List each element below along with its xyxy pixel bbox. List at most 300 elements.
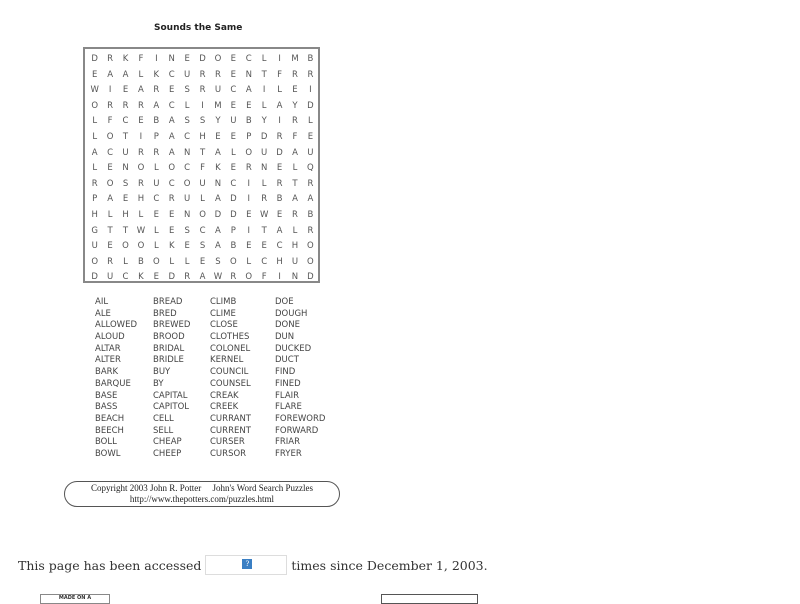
hit-counter [205,555,287,575]
word-item: SELL [153,425,174,436]
grid-letter: C [107,147,114,158]
grid-letter: E [230,131,237,142]
grid-letter: E [169,209,175,220]
grid-row [87,208,318,224]
word-item: CURRENT [210,425,251,436]
grid-letter: L [153,163,159,174]
grid-letter: I [247,225,251,236]
grid-letter: E [153,272,160,283]
grid-letter: Y [292,100,298,111]
word-item: CREEK [210,402,239,413]
grid-letter: B [153,116,160,127]
grid-letter: D [230,194,237,205]
grid-letter: R [276,178,283,189]
word-item: CLIME [210,308,236,319]
grid-letter: L [261,178,267,189]
word-item: BASS [95,402,118,413]
grid-letter: E [138,116,144,127]
grid-letter: L [292,163,298,174]
grid-letter: U [153,178,160,189]
access-counter-line [18,555,488,575]
word-item: AIL [95,297,109,307]
grid-letter: K [138,272,144,283]
grid-letter: C [230,85,237,96]
grid-letter: O [307,241,314,252]
broken-image-icon: ? [242,559,252,569]
word-item: COUNSEL [210,378,251,389]
word-item: DUN [275,332,295,343]
grid-letter: O [230,256,237,267]
grid-letter: T [122,131,129,142]
grid-letter: U [214,85,222,96]
grid-letter: W [90,85,99,96]
grid-letter: R [137,100,144,111]
word-item: CAPITOL [153,402,190,413]
grid-letter: T [261,69,267,80]
grid-letter: S [199,116,206,127]
grid-letter: A [215,241,221,252]
grid-letter: O [91,100,99,111]
grid-letter: O [122,241,129,252]
grid-letter: C [168,100,175,111]
grid-letter: D [214,209,222,220]
grid-letter: N [245,69,252,80]
grid-letter: C [122,116,129,127]
word-item: CAPITAL [153,390,188,401]
grid-letter: S [122,178,129,189]
grid-letter: A [153,100,160,111]
grid-letter: E [307,131,314,142]
grid-letter: A [307,194,314,205]
grid-letter: L [261,100,267,111]
grid-letter: I [247,178,251,189]
grid-letter: R [276,131,283,142]
grid-letter: E [230,69,237,80]
grid-letter: B [307,54,314,64]
word-item: BARQUE [95,378,131,389]
grid-letter: U [199,178,206,189]
word-item: FINED [275,378,301,389]
grid-letter: E [92,69,98,80]
grid-letter: F [261,272,267,283]
grid-letter: C [184,163,191,174]
grid-letter: A [245,85,252,96]
grid-letter: B [276,194,283,205]
grid-letter: A [138,85,144,96]
grid-letter: C [199,225,206,236]
grid-letter: R [307,225,314,236]
grid-letter: L [138,209,144,220]
grid-letter: L [184,100,190,111]
word-item: CURSOR [210,448,247,459]
copyright-text: Copyright 2003 John R. Potter John's Word Search Puzzles [91,483,313,493]
grid-letter: R [137,147,144,158]
grid-letter: E [199,256,206,267]
grid-letter: D [91,272,98,283]
grid-letter: D [199,54,206,64]
grid-letter: K [153,69,160,80]
grid-row [87,270,318,286]
word-item: ALOUD [95,332,125,343]
grid-letter: E [230,100,237,111]
grid-letter: W [259,209,269,220]
word-item: CLOSE [210,320,238,331]
footer-badge[interactable] [381,594,478,604]
grid-letter: D [230,209,237,220]
grid-letter: S [215,256,221,267]
word-item: DUCT [275,355,299,366]
grid-letter: I [108,85,112,96]
word-item: BUY [153,367,171,378]
grid-letter: G [91,225,98,236]
grid-letter: U [184,194,191,205]
grid-letter: L [153,225,159,236]
grid-letter: R [153,147,160,158]
grid-row [87,224,318,240]
word-item: CHEEP [153,448,182,459]
grid-row [87,83,318,99]
grid-letter: I [309,85,312,96]
puzzle-title: Sounds the Same [154,23,243,33]
grid-letter: B [138,256,144,267]
word-item: ALE [95,308,111,319]
grid-letter: C [122,272,129,283]
grid-letter: Y [215,116,221,127]
grid-letter: K [168,241,175,252]
grid-letter: F [292,131,298,142]
grid-letter: K [122,54,129,64]
word-item: CLIMB [210,297,237,307]
grid-letter: N [291,272,299,283]
grid-row [87,114,318,130]
grid-letter: C [168,69,175,80]
grid-letter: L [92,131,98,142]
grid-letter: C [184,131,191,142]
grid-letter: T [107,225,113,236]
grid-letter: D [168,272,175,283]
grid-letter: I [278,272,281,283]
word-item: FOREWORD [275,413,326,424]
grid-letter: L [261,54,267,64]
puzzles-link[interactable]: http://www.thepotters.com/puzzles.html [129,494,275,504]
grid-letter: D [307,272,314,283]
grid-letter: R [261,194,268,205]
grid-letter: T [199,147,206,158]
grid-letter: S [184,116,190,127]
word-item: BREWED [153,320,191,331]
grid-row [87,255,318,271]
grid-letter: M [291,54,299,64]
grid-letter: I [139,131,143,142]
word-item: BRIDAL [153,343,185,354]
word-item: FIND [275,367,296,378]
word-item: DUCKED [275,343,312,354]
word-item: BOLL [95,437,117,448]
grid-letter: U [291,256,299,267]
grid-letter: L [230,147,236,158]
grid-letter: A [107,194,114,205]
grid-letter: O [106,131,114,142]
word-item: COLONEL [210,343,251,354]
grid-letter: R [199,69,206,80]
grid-letter: A [276,100,283,111]
grid-letter: P [92,194,98,205]
grid-letter: A [215,147,221,158]
grid-letter: E [246,100,252,111]
grid-letter: I [278,116,281,127]
grid-letter: N [183,209,191,220]
word-item: FRYER [275,448,302,459]
grid-letter: O [214,54,222,64]
grid-row [87,239,318,255]
grid-letter: E [261,241,267,252]
word-item: BEECH [95,425,124,436]
word-column [275,297,335,461]
grid-letter: I [247,194,251,205]
grid-letter: I [201,100,204,111]
grid-letter: E [107,163,113,174]
word-item: DOE [275,297,294,307]
grid-letter: B [245,116,252,127]
grid-letter: N [183,147,191,158]
word-item: DONE [275,320,300,331]
grid-letter: P [153,131,159,142]
grid-letter: D [91,54,98,64]
grid-letter: C [261,256,268,267]
grid-letter: S [184,225,190,236]
word-item: CHEAP [153,437,182,448]
grid-letter: O [137,163,145,174]
word-item: BROOD [153,332,185,343]
word-item: FRIAR [275,437,301,448]
grid-letter: R [137,178,144,189]
word-item: BEACH [95,413,125,424]
word-column [210,297,275,461]
grid-letter: L [246,256,252,267]
grid-letter: I [262,85,266,96]
grid-letter: A [122,69,129,80]
grid-letter: U [122,147,129,158]
word-item: BRIDLE [153,355,184,366]
grid-letter: E [107,241,113,252]
grid-letter: W [213,272,223,283]
grid-row [87,161,318,177]
grid-letter: K [215,163,221,174]
grid-letter: A [168,131,175,142]
grid-letter: P [230,225,236,236]
grid-letter: C [153,194,160,205]
grid-letter: H [291,241,299,252]
grid-letter: H [276,256,283,267]
grid-letter: R [307,69,314,80]
grid-letter: O [245,272,253,283]
grid-letter: L [92,163,98,174]
grid-row [87,130,318,146]
grid-letter: A [199,272,206,283]
grid-letter: L [92,116,98,127]
word-item: COUNCIL [210,367,249,378]
grid-letter: F [277,69,283,80]
grid-letter: R [122,100,129,111]
grid-letter: N [214,178,222,189]
grid-letter: R [168,194,175,205]
grid-letter: A [292,147,298,158]
word-item: CURRANT [210,413,251,424]
grid-letter: E [122,194,129,205]
grid-letter: A [215,194,221,205]
grid-letter: A [276,225,283,236]
grid-letter: O [183,178,191,189]
grid-letter: R [107,100,114,111]
grid-letter: E [215,131,221,142]
grid-letter: R [245,163,252,174]
grid-letter: O [199,209,206,220]
word-item: BY [153,378,164,389]
word-column [95,297,153,461]
word-item: ALTAR [95,343,121,354]
grid-letter: R [215,69,221,80]
grid-row [87,52,318,68]
grid-letter: R [307,178,314,189]
grid-letter: L [169,256,175,267]
word-item: CREAK [210,390,239,401]
grid-letter: U [91,241,98,252]
grid-letter: U [230,116,237,127]
copyright-box [64,481,340,507]
grid-letter: L [308,116,313,127]
grid-letter: H [122,209,129,220]
grid-letter: H [137,194,145,205]
grid-letter: R [292,69,298,80]
grid-letter: F [107,116,113,127]
grid-letter: C [276,241,283,252]
grid-letter: L [123,256,128,267]
grid-letter: E [122,85,129,96]
grid-letter: R [153,85,160,96]
access-text-before: This page has been accessed [18,557,202,573]
grid-letter: D [307,100,314,111]
grid-letter: S [184,85,190,96]
grid-letter: A [107,69,114,80]
grid-letter: O [168,163,176,174]
grid-letter: N [260,163,268,174]
grid-letter: L [277,85,282,96]
grid-letter: N [122,163,129,174]
grid-letter: O [91,256,99,267]
grid-letter: I [155,54,158,64]
grid-letter: R [107,54,114,64]
grid-letter: A [168,147,175,158]
grid-letter: C [168,178,175,189]
word-item: DOUGH [275,308,308,319]
grid-letter: L [107,209,113,220]
made-on-badge[interactable]: MADE ON A [40,594,110,604]
grid-letter: R [230,272,237,283]
grid-letter: N [168,54,175,64]
word-item: BREAD [153,297,183,307]
grid-letter: O [307,256,314,267]
grid-letter: L [138,69,144,80]
grid-letter: R [292,116,298,127]
word-item: ALLOWED [95,320,137,331]
grid-letter: D [276,147,283,158]
grid-letter: E [246,241,252,252]
grid-letter: A [168,116,175,127]
grid-letter: A [292,194,298,205]
grid-letter: T [292,178,298,189]
grid-letter: O [245,147,253,158]
grid-letter: R [107,256,114,267]
grid-letter: E [230,54,237,64]
grid-letter: E [169,225,175,236]
grid-letter: M [214,100,222,111]
grid-letter: S [199,241,206,252]
word-search-grid [83,47,320,283]
word-item: CLOTHES [210,332,250,343]
grid-letter: B [230,241,237,252]
grid-letter: U [261,147,268,158]
grid-letter: R [199,85,206,96]
grid-letter: O [152,256,160,267]
word-item: FLAIR [275,390,300,401]
grid-letter: H [91,209,98,220]
word-column [153,297,210,461]
grid-letter: F [138,54,144,64]
grid-row [87,99,318,115]
grid-letter: W [136,225,146,236]
word-item: CURSER [210,437,245,448]
grid-letter: D [260,131,268,142]
grid-letter: P [246,131,252,142]
grid-letter: T [261,225,267,236]
word-item: BARK [95,367,119,378]
grid-row [87,177,318,193]
grid-letter: U [307,147,314,158]
grid-letter: O [137,241,145,252]
grid-letter: E [184,54,190,64]
grid-letter: C [230,178,237,189]
grid-letter: E [276,163,283,174]
grid-letter: A [91,147,98,158]
word-item: BOWL [95,448,121,459]
grid-letter: Y [261,116,267,127]
grid-letter: U [106,272,114,283]
word-item: BASE [95,390,118,401]
grid-letter: E [276,209,283,220]
word-item: BRED [153,308,177,319]
grid-letter: Q [307,163,314,174]
grid-letter: R [91,178,98,189]
grid-letter: E [153,209,160,220]
grid-letter: L [292,225,298,236]
grid-letter: E [169,85,175,96]
grid-letter: E [292,85,298,96]
grid-letter: I [278,54,281,64]
word-item: FLARE [275,402,302,413]
word-list [95,297,335,461]
grid-letter: L [200,194,205,205]
grid-row [87,192,318,208]
word-item: KERNEL [210,355,244,366]
grid-letter: L [153,241,159,252]
grid-row [87,68,318,84]
grid-letter: O [106,178,114,189]
grid-letter: C [245,54,252,64]
word-item: CELL [153,413,174,424]
grid-letter: U [184,69,191,80]
grid-letter: F [200,163,205,174]
grid-letter: L [184,256,190,267]
